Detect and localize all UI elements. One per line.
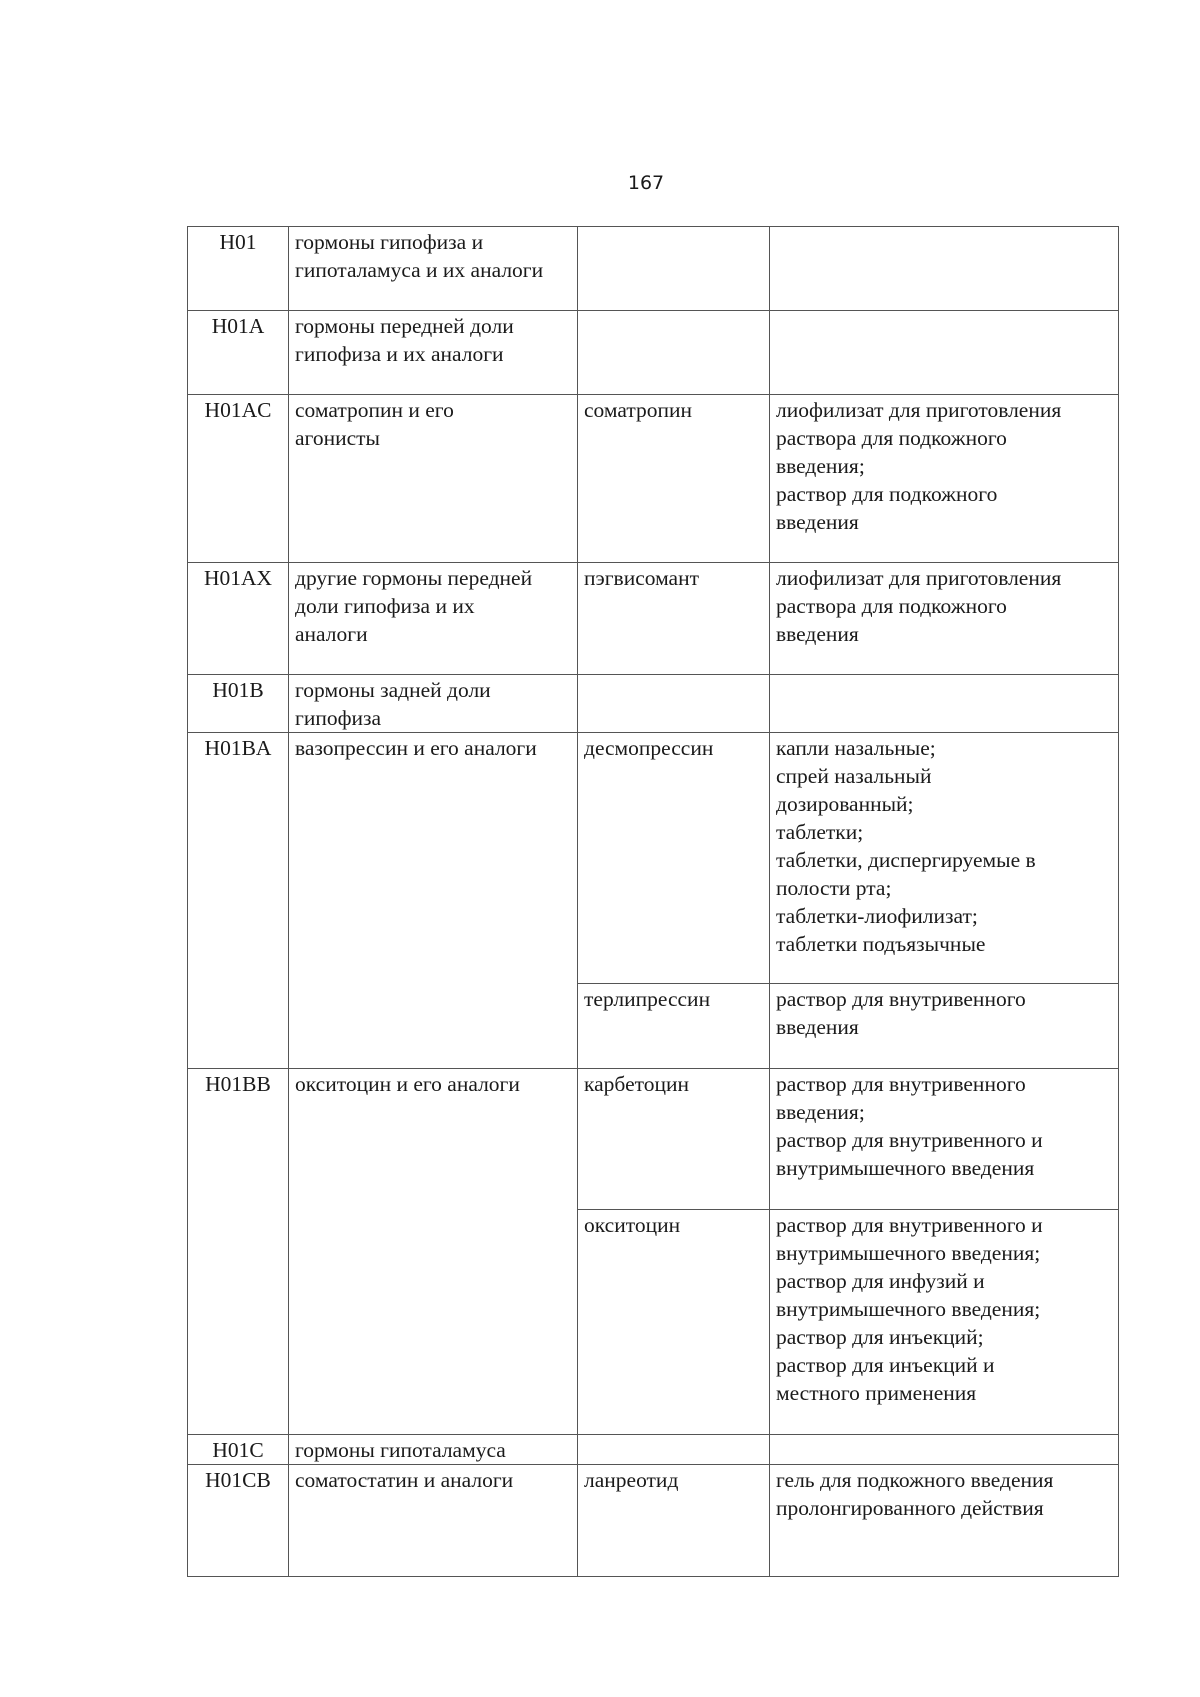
drug-name-cell: десмопрессин bbox=[578, 733, 770, 984]
dosage-form-cell bbox=[770, 1465, 1119, 1577]
dosage-form-line: раствор для инфузий и bbox=[776, 1269, 985, 1293]
dosage-form-line: раствор для инъекций и bbox=[776, 1353, 995, 1377]
atc-code-cell: H01CB bbox=[188, 1465, 289, 1577]
page-number: 167 bbox=[627, 172, 665, 194]
dosage-form-line: введения bbox=[776, 622, 859, 646]
dosage-form-cell bbox=[770, 1210, 1119, 1435]
group-name-cell bbox=[289, 733, 578, 1069]
group-name-cell bbox=[289, 675, 578, 733]
atc-code-cell: H01C bbox=[188, 1435, 289, 1465]
group-name-line: агонисты bbox=[295, 426, 380, 450]
table-row bbox=[188, 395, 1119, 563]
dosage-form-line: введения; bbox=[776, 454, 865, 478]
dosage-form-line: пролонгированного действия bbox=[776, 1496, 1044, 1520]
drug-name-cell: соматропин bbox=[578, 395, 770, 563]
dosage-form-line: введения bbox=[776, 1015, 859, 1039]
group-name-cell bbox=[289, 563, 578, 675]
dosage-form-line: внутримышечного введения; bbox=[776, 1241, 1041, 1265]
table-row bbox=[188, 227, 1119, 311]
group-name-line: соматропин и его bbox=[295, 398, 454, 422]
dosage-form-line: полости рта; bbox=[776, 876, 892, 900]
atc-code-cell: H01 bbox=[188, 227, 289, 311]
dosage-form-line: раствор для внутривенного bbox=[776, 987, 1026, 1011]
group-name-line: гормоны передней доли bbox=[295, 314, 514, 338]
group-name-line: гипофиза и их аналоги bbox=[295, 342, 504, 366]
dosage-form-cell bbox=[770, 227, 1119, 311]
dosage-form-cell bbox=[770, 395, 1119, 563]
dosage-form-cell bbox=[770, 984, 1119, 1069]
dosage-form-line: таблетки-лиофилизат; bbox=[776, 904, 978, 928]
group-name-cell bbox=[289, 1435, 578, 1465]
dosage-form-line: таблетки, диспергируемые в bbox=[776, 848, 1036, 872]
dosage-form-line: таблетки; bbox=[776, 820, 864, 844]
dosage-form-line: лиофилизат для приготовления bbox=[776, 398, 1062, 422]
group-name-line: гипоталамуса и их аналоги bbox=[295, 258, 544, 282]
table-row bbox=[188, 1069, 1119, 1210]
group-name-line: гормоны гипофиза и bbox=[295, 230, 484, 254]
dosage-form-line: дозированный; bbox=[776, 792, 914, 816]
table-row bbox=[188, 675, 1119, 733]
dosage-form-line: раствор для внутривенного и bbox=[776, 1128, 1043, 1152]
dosage-form-cell bbox=[770, 311, 1119, 395]
dosage-form-line: раствора для подкожного bbox=[776, 426, 1007, 450]
drug-name-cell: окситоцин bbox=[578, 1210, 770, 1435]
group-name-line: вазопрессин и его аналоги bbox=[295, 736, 537, 760]
dosage-form-line: спрей назальный bbox=[776, 764, 932, 788]
group-name-line: гормоны задней доли bbox=[295, 678, 491, 702]
atc-code-cell: H01AX bbox=[188, 563, 289, 675]
dosage-form-line: раствор для подкожного bbox=[776, 482, 998, 506]
dosage-form-line: местного применения bbox=[776, 1381, 977, 1405]
group-name-line: окситоцин и его аналоги bbox=[295, 1072, 520, 1096]
drug-name-cell: терлипрессин bbox=[578, 984, 770, 1069]
dosage-form-cell bbox=[770, 675, 1119, 733]
atc-code-cell: H01AC bbox=[188, 395, 289, 563]
dosage-form-line: раствора для подкожного bbox=[776, 594, 1007, 618]
dosage-form-cell bbox=[770, 1069, 1119, 1210]
group-name-cell bbox=[289, 1069, 578, 1435]
table-row bbox=[188, 563, 1119, 675]
group-name-cell bbox=[289, 395, 578, 563]
dosage-form-line: раствор для внутривенного и bbox=[776, 1213, 1043, 1237]
group-name-cell bbox=[289, 1465, 578, 1577]
dosage-form-line: гель для подкожного введения bbox=[776, 1468, 1054, 1492]
group-name-line: доли гипофиза и их bbox=[295, 594, 475, 618]
dosage-form-cell bbox=[770, 733, 1119, 984]
drug-name-cell bbox=[578, 311, 770, 395]
table-row bbox=[188, 1435, 1119, 1465]
dosage-form-line: раствор для инъекций; bbox=[776, 1325, 984, 1349]
dosage-form-line: внутримышечного введения; bbox=[776, 1297, 1041, 1321]
dosage-form-cell bbox=[770, 1435, 1119, 1465]
drug-name-cell bbox=[578, 1435, 770, 1465]
dosage-form-line: капли назальные; bbox=[776, 736, 936, 760]
dosage-form-line: раствор для внутривенного bbox=[776, 1072, 1026, 1096]
group-name-cell bbox=[289, 311, 578, 395]
table-row bbox=[188, 1465, 1119, 1577]
atc-code-cell: H01BA bbox=[188, 733, 289, 1069]
group-name-line: гипофиза bbox=[295, 706, 382, 730]
group-name-line: гормоны гипоталамуса bbox=[295, 1438, 506, 1462]
atc-code-cell: H01B bbox=[188, 675, 289, 733]
atc-drug-table bbox=[187, 226, 1119, 1577]
drug-name-cell: ланреотид bbox=[578, 1465, 770, 1577]
group-name-line: другие гормоны передней bbox=[295, 566, 533, 590]
dosage-form-line: таблетки подъязычные bbox=[776, 932, 986, 956]
atc-code-cell: H01BB bbox=[188, 1069, 289, 1435]
table-row bbox=[188, 733, 1119, 984]
dosage-form-line: лиофилизат для приготовления bbox=[776, 566, 1062, 590]
table-row bbox=[188, 311, 1119, 395]
group-name-line: аналоги bbox=[295, 622, 368, 646]
group-name-line: соматостатин и аналоги bbox=[295, 1468, 514, 1492]
drug-name-cell bbox=[578, 227, 770, 311]
drug-name-cell: пэгвисомант bbox=[578, 563, 770, 675]
dosage-form-line: введения; bbox=[776, 1100, 865, 1124]
atc-code-cell: H01A bbox=[188, 311, 289, 395]
group-name-cell bbox=[289, 227, 578, 311]
drug-name-cell bbox=[578, 675, 770, 733]
dosage-form-cell bbox=[770, 563, 1119, 675]
dosage-form-line: внутримышечного введения bbox=[776, 1156, 1035, 1180]
dosage-form-line: введения bbox=[776, 510, 859, 534]
drug-name-cell: карбетоцин bbox=[578, 1069, 770, 1210]
